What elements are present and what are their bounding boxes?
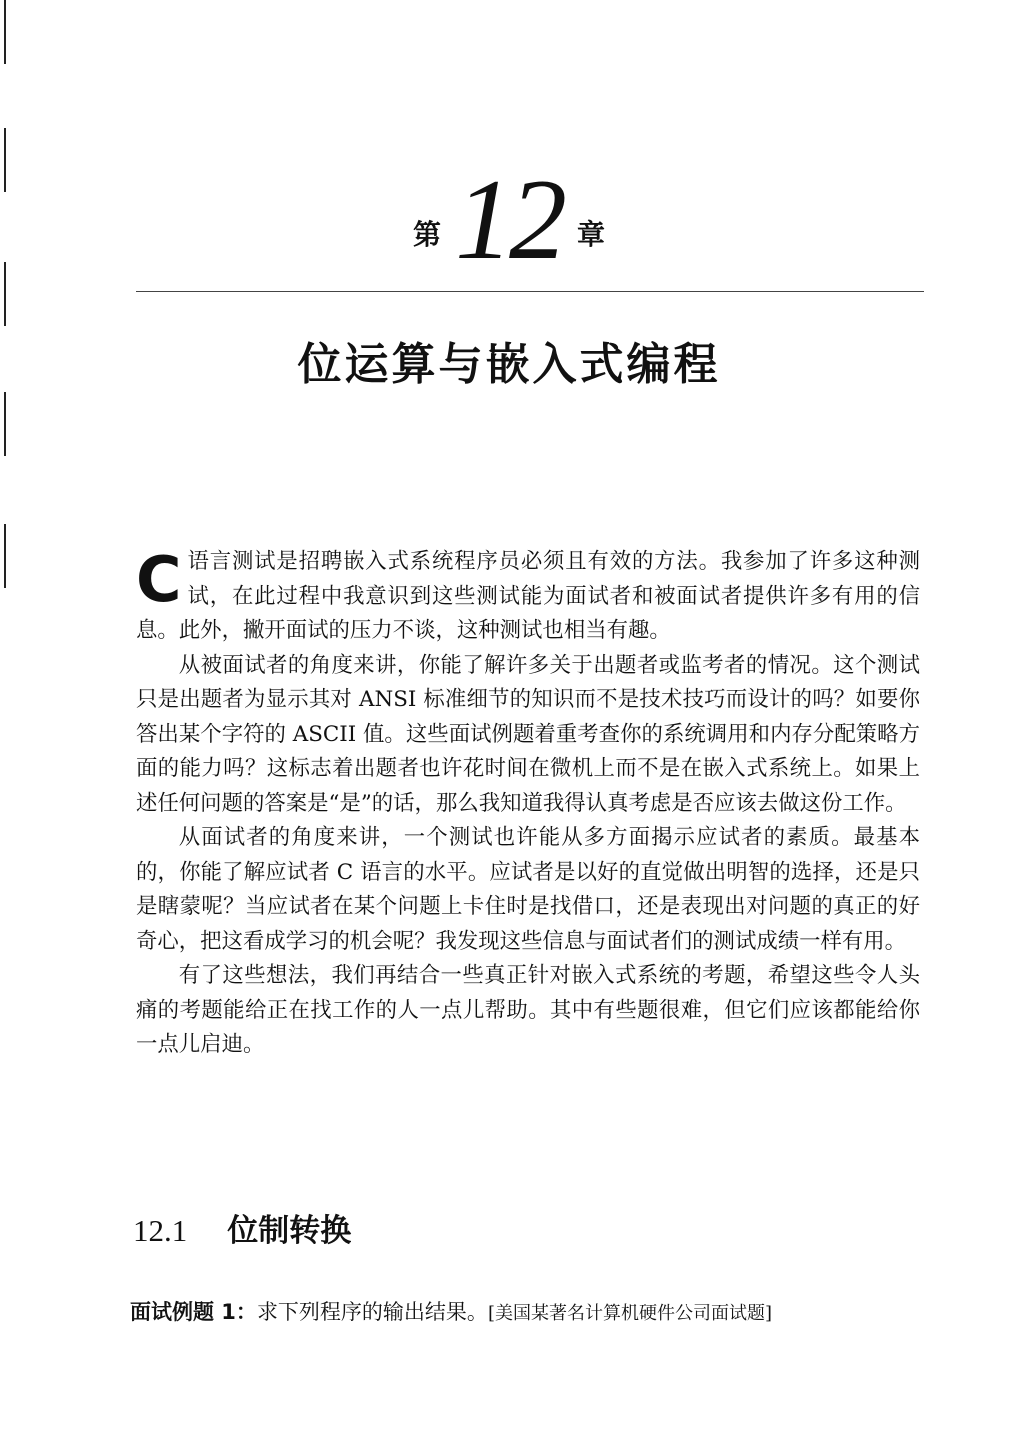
intro-paragraph: C语言测试是招聘嵌入式系统程序员必须且有效的方法。我参加了许多这种测试，在此过程中我意识到这些测试能为面试者和被面试者提供许多有用的信息。此外，撇开面试的压力不谈，这种测试也相当有趣。 <box>136 543 920 643</box>
question-label: 面试例题 1： <box>130 1300 257 1324</box>
scan-edge-mark <box>4 0 6 64</box>
chapter-title: 位运算与嵌入式编程 <box>297 339 721 390</box>
scan-edge-mark <box>4 524 6 588</box>
drop-cap: C <box>136 543 182 616</box>
scan-edge-mark <box>4 392 6 456</box>
chapter-divider <box>136 291 924 292</box>
chapter-heading <box>0 156 1018 284</box>
intro-text <box>136 545 920 1063</box>
chapter-prefix: 第 <box>412 218 441 251</box>
question-source: [美国某著名计算机硬件公司面试题] <box>487 1303 772 1324</box>
question-text: 求下列程序的输出结果。 <box>256 1300 488 1324</box>
interview-question <box>130 1296 930 1326</box>
intro-paragraph: 从面试者的角度来讲，一个测试也许能从多方面揭示应试者的素质。最基本的，你能了解应试者 C 语言的水平。应试者是以好的直觉做出明智的选择，还是只是瞎蒙呢？当应试者在某个问题上卡住时是找借口，还是表现出对问题的真正的好奇心，把这看成学习的机会呢？我发现这些信息与面试者们的测试成绩一样有用。 <box>136 825 920 954</box>
intro-paragraph: 从被面试者的角度来讲，你能了解许多关于出题者或监考者的情况。这个测试只是出题者为显示其对 ANSI 标准细节的知识而不是技术技巧而设计的吗？如要你答出某个字符的 ASCII 值。这些面试例题着重考查你的系统调用和内存分配策略方面的能力吗？这标志着出题者也许花时间在微机上而不是在嵌入式系统上。如果上述任何问题的答案是“是”的话，那么我知道我得认真考虑是否应该去做这份工作。 <box>136 652 920 816</box>
intro-paragraph: 有了这些想法，我们再结合一些真正针对嵌入式系统的考题，希望这些令人头痛的考题能给正在找工作的人一点儿帮助。其中有些题很难，但它们应该都能给你一点儿启迪。 <box>136 963 920 1057</box>
chapter-suffix: 章 <box>577 218 606 251</box>
section-title: 位制转换 <box>227 1213 352 1249</box>
chapter-number: 12 <box>455 156 563 284</box>
section-heading <box>133 1205 351 1250</box>
section-number: 12.1 <box>133 1213 188 1248</box>
